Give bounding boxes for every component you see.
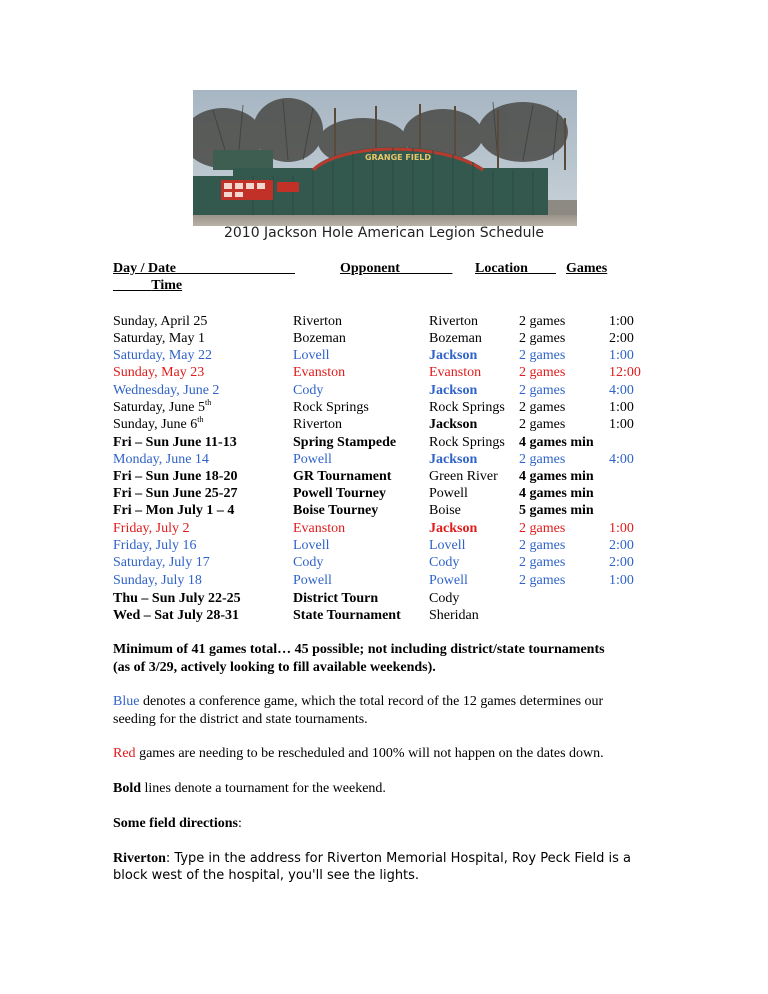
cell-time: 1:00 [609,348,634,363]
cell-day: Monday, June 14 [113,452,209,467]
table-row [0,537,768,554]
cell-day: Fri – Mon July 1 – 4 [113,503,235,518]
summary-line-1: Minimum of 41 games total… 45 possible; not including district/state tournaments [113,642,605,657]
table-row [0,451,768,468]
cell-day: Friday, July 16 [113,538,197,553]
table-row [0,590,768,607]
cell-games: 2 games [519,573,566,588]
header-time: Time [151,278,183,293]
cell-games: 2 games [519,365,566,380]
cell-location: Boise [429,503,461,518]
red-word: Red [113,746,136,761]
cell-day: Wednesday, June 2 [113,383,220,398]
cell-time: 4:00 [609,383,634,398]
cell-location: Riverton [429,314,478,329]
header-location: Location [475,261,528,276]
cell-time: 2:00 [609,331,634,346]
summary-line-2: (as of 3/29, actively looking to fill available weekends). [113,660,436,675]
cell-day: Friday, July 2 [113,521,190,536]
cell-time: 1:00 [609,573,634,588]
cell-time: 1:00 [609,400,634,415]
cell-time: 1:00 [609,417,634,432]
riverton-directions: Riverton: Type in the address for Riverton Memorial Hospital, Roy Peck Field is a block west of the hospital, you'll see the lights. [113,851,631,883]
header-games: Games [566,261,608,276]
table-row [0,399,768,416]
header-day-date: Day / Date [113,261,176,276]
cell-opponent: Lovell [293,348,330,363]
cell-location: Jackson [429,452,478,467]
cell-location: Cody [429,591,460,606]
cell-location: Jackson [429,348,478,363]
cell-games: 2 games [519,521,566,536]
cell-games: 2 games [519,348,566,363]
table-row [0,554,768,571]
cell-opponent: Rock Springs [293,400,369,415]
cell-games: 4 games min [519,486,594,501]
cell-day: Saturday, July 17 [113,555,210,570]
table-row [0,313,768,330]
cell-time: 2:00 [609,538,634,553]
cell-opponent: Lovell [293,538,330,553]
table-row [0,434,768,451]
cell-games: 2 games [519,400,566,415]
table-row [0,502,768,519]
cell-location: Bozeman [429,331,482,346]
cell-opponent: Evanston [293,521,346,536]
cell-day: Thu – Sun July 22-25 [113,591,241,606]
cell-opponent: Spring Stampede [293,435,397,450]
table-row [0,416,768,433]
cell-day: Fri – Sun June 25-27 [113,486,238,501]
cell-opponent: Powell [293,452,332,467]
cell-opponent: District Tourn [293,591,379,606]
cell-opponent: GR Tournament [293,469,392,484]
cell-games: 5 games min [519,503,594,518]
cell-time: 1:00 [609,521,634,536]
cell-games: 2 games [519,538,566,553]
cell-day: Wed – Sat July 28-31 [113,608,240,623]
cell-games: 2 games [519,417,566,432]
cell-games: 2 games [519,555,566,570]
cell-opponent: Powell [293,573,332,588]
cell-games: 4 games min [519,435,594,450]
bold-legend: Bold lines denote a tournament for the weekend. [113,781,386,796]
cell-games: 4 games min [519,469,594,484]
cell-day: Fri – Sun June 18-20 [113,469,238,484]
cell-opponent: Riverton [293,314,342,329]
table-row [0,468,768,485]
table-row [0,382,768,399]
cell-location: Green River [429,469,498,484]
blue-word: Blue [113,694,140,709]
field-sign-text: GRANGE FIELD [364,153,432,162]
cell-location: Jackson [429,383,478,398]
cell-day: Saturday, June 5th [113,398,212,415]
cell-location: Powell [429,573,468,588]
cell-opponent: Evanston [293,365,346,380]
cell-games: 2 games [519,331,566,346]
cell-day: Saturday, May 1 [113,331,206,346]
cell-location: Sheridan [429,608,479,623]
red-legend: Red games are needing to be rescheduled and 100% will not happen on the dates down. [113,746,604,761]
cell-day: Sunday, June 6th [113,415,204,432]
cell-time: 2:00 [609,555,634,570]
table-row [0,520,768,537]
directions-heading: Some field directions: [113,816,242,831]
cell-opponent: Cody [293,555,324,570]
cell-opponent: Powell Tourney [293,486,386,501]
cell-day: Saturday, May 22 [113,348,213,363]
schedule-title: 2010 Jackson Hole American Legion Schedule [223,225,545,241]
cell-location: Jackson [429,521,478,536]
cell-opponent: State Tournament [293,608,401,623]
cell-day: Sunday, July 18 [113,573,202,588]
cell-day: Fri – Sun June 11-13 [113,435,237,450]
cell-time: 1:00 [609,314,634,329]
table-row [0,364,768,381]
table-row [0,330,768,347]
cell-location: Rock Springs [429,400,505,415]
cell-location: Evanston [429,365,482,380]
cell-opponent: Cody [293,383,324,398]
cell-time: 4:00 [609,452,634,467]
cell-day: Sunday, April 25 [113,314,208,329]
field-photo [193,90,577,226]
cell-games: 2 games [519,314,566,329]
table-row [0,572,768,589]
cell-day: Sunday, May 23 [113,365,205,380]
cell-location: Jackson [429,417,478,432]
cell-location: Cody [429,555,460,570]
cell-location: Powell [429,486,468,501]
blue-legend: Blue denotes a conference game, which the total record of the 12 games determines our seeding for the district and state tournaments. [113,694,604,727]
cell-location: Rock Springs [429,435,505,450]
table-row [0,607,768,624]
riverton-label: Riverton [113,851,166,866]
cell-games: 2 games [519,452,566,467]
cell-time: 12:00 [609,365,641,380]
table-row [0,347,768,364]
table-row [0,485,768,502]
cell-opponent: Bozeman [293,331,346,346]
header-opponent: Opponent [340,261,400,276]
bold-word: Bold [113,781,142,796]
field-photo-image [193,90,577,226]
cell-games: 2 games [519,383,566,398]
cell-location: Lovell [429,538,466,553]
games-summary [113,641,673,677]
cell-opponent: Boise Tourney [293,503,379,518]
cell-opponent: Riverton [293,417,342,432]
